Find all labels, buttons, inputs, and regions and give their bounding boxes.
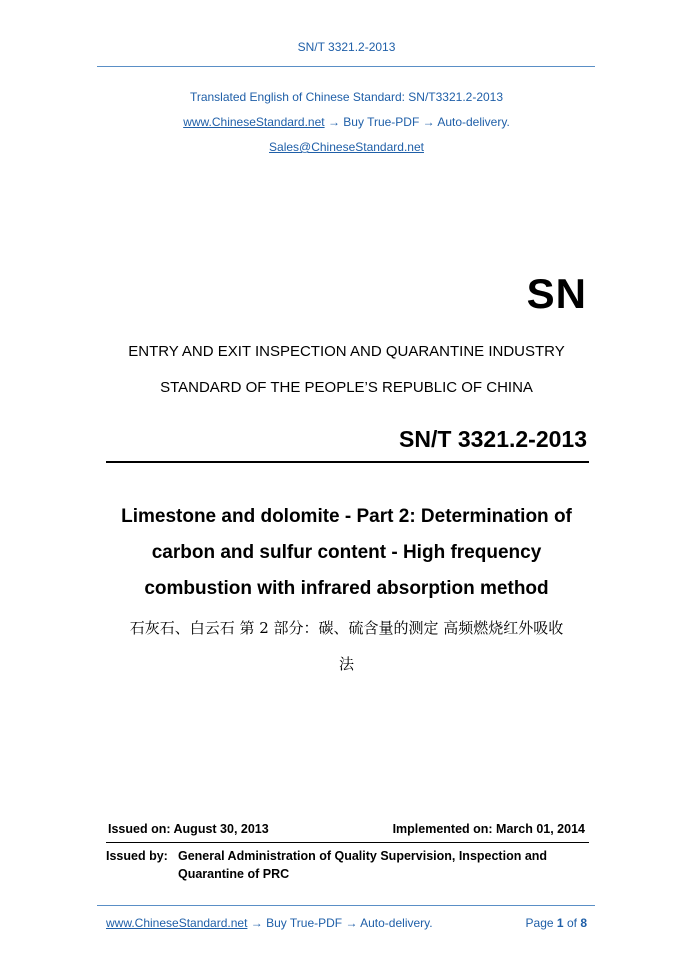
dates-divider [106,842,589,843]
page-prefix: Page [525,916,554,930]
page-counter [526,916,587,930]
header-divider [97,66,595,67]
site-link[interactable]: www.ChineseStandard.net [183,115,325,129]
issued-on-date: Issued on: August 30, 2013 [108,822,269,836]
page-of: of [566,916,577,930]
title-line-3: combustion with infrared absorption method [144,578,549,599]
chinese-title-line-1: 石灰石、白云石 第 2 部分：碳、硫含量的测定 高频燃烧红外吸收 [129,619,564,637]
issuing-authority-line-1: General Administration of Quality Supervision, Inspection and [178,849,548,863]
page-total: 8 [580,916,587,930]
footer-divider [97,905,595,906]
implemented-on-date: Implemented on: March 01, 2014 [392,822,585,836]
issuing-authority-line-2: Quarantine of PRC [178,867,290,881]
industry-line-2: STANDARD OF THE PEOPLE’S REPUBLIC OF CHINA [160,379,533,396]
promo-suffix: → Buy True-PDF → Auto-delivery. [327,115,510,129]
title-line-2: carbon and sulfur content - High frequency [151,542,542,563]
sales-line [0,140,693,154]
sn-logo: SN [526,270,587,317]
running-header: SN/T 3321.2-2013 [297,40,396,54]
page-current: 1 [556,916,564,930]
standard-number-divider [106,461,589,463]
footer-site-link[interactable]: www.ChineseStandard.net [106,916,248,930]
translation-note: Translated English of Chinese Standard: SN/T3321.2-2013 [189,90,504,104]
standard-number: SN/T 3321.2-2013 [399,426,587,452]
footer-promo-suffix: → Buy True-PDF → Auto-delivery. [250,916,433,930]
promo-line [0,115,693,129]
issued-by-label: Issued by: [106,849,168,863]
chinese-title-line-2: 法 [338,655,354,673]
industry-line-1: ENTRY AND EXIT INSPECTION AND QUARANTINE INDUSTRY [128,343,565,360]
footer-promo [106,916,433,930]
title-line-1: Limestone and dolomite - Part 2: Determination of [121,506,572,527]
sales-email-link[interactable]: Sales@ChineseStandard.net [269,140,424,154]
